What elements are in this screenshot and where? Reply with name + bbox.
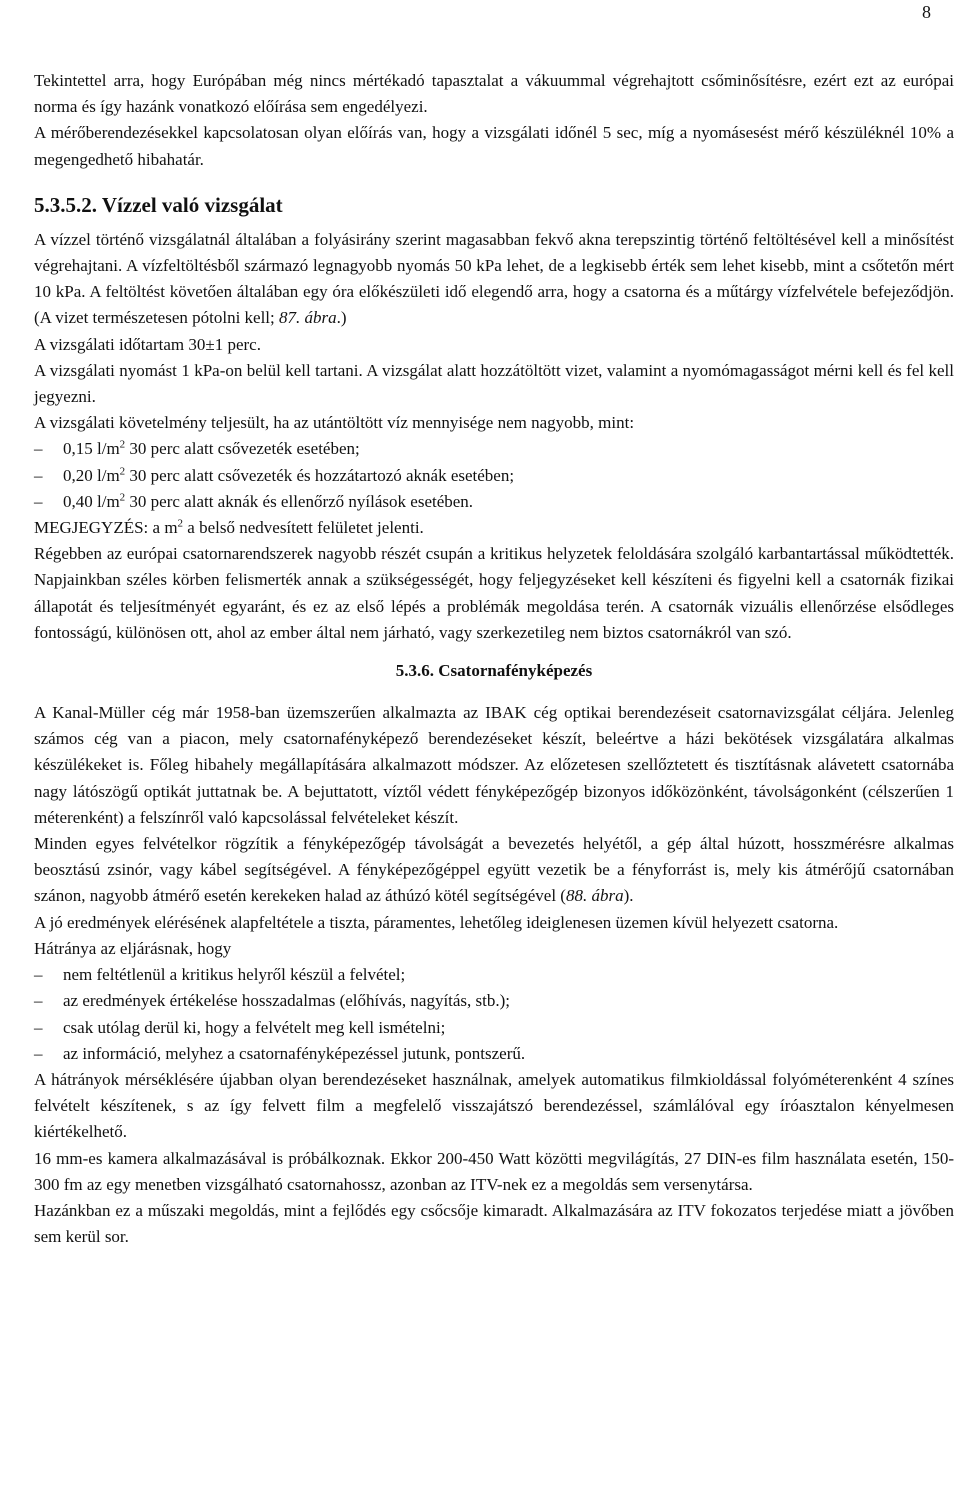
dash-bullet: – xyxy=(34,991,43,1011)
list-item xyxy=(34,1015,954,1041)
paragraph: Hazánkban ez a műszaki megoldás, mint a fejlődés egy csőcsője kimaradt. Alkalmazására az ITV fokozatos terjedése miatt a jövőben sem kerül sor. xyxy=(34,1200,954,1247)
paragraph: A vizsgálati követelmény teljesült, ha az utántöltött víz mennyisége nem nagyobb, mint: xyxy=(34,413,635,433)
paragraph: 16 mm-es kamera alkalmazásával is próbálkoznak. Ekkor 200-450 Watt közötti megvilágítás, 27 DIN-es film használata esetén, 150-300 fm az egy menetben vizsgálható csatornahossz, azonban az ITV-nek ez a megoldás sem versenytársa. xyxy=(34,1148,954,1194)
list-item-text: az információ, melyhez a csatornafényképezéssel jutunk, pontszerű. xyxy=(63,1043,526,1063)
paragraph: Régebben az európai csatornarendszerek nagyobb részét csupán a kritikus helyzetek feloldására szolgáló karbantartással működtették. Napjainkban széles körben felismerték annak a szükségességét, hogy feljegyzéseket kell készíteni és figyelni kell a csatornák fizikai állapotát és teljesítményét egyaránt, és ez az első lépés a problémák megoldása terén. A csatornák vizuális ellenőrzése elsődleges fontosságú, különösen ott, ahol az ember által nem járható, vagy szerkezetileg nem biztos csatornákról van szó. xyxy=(34,544,954,642)
dash-bullet: – xyxy=(34,965,43,985)
list-item xyxy=(34,436,954,462)
list-item xyxy=(34,962,954,988)
paragraph xyxy=(34,227,954,332)
paragraph: A jó eredmények elérésének alapfeltétele a tiszta, páramentes, lehetőleg ideiglenesen üzemen kívül helyezett csatorna. xyxy=(34,912,839,932)
page-content xyxy=(34,68,954,1250)
list-item-text: 0,40 l/m xyxy=(63,491,120,511)
paragraph-text: Minden egyes felvételkor rögzítik a fényképezőgép távolságát a bevezetés helyétől, a gép által húzott, hosszmérésre alkalmas beosztású zsinór, vagy kábel segítségével. A fényképezőgéppel együtt vezetik be a fényforrást is, mely kis átmérőjű csatornában szánon, nagyobb átmérő esetén kerekeken halad az áthúzó kötél segítségével ( xyxy=(34,834,954,906)
paragraph: A vizsgálati időtartam 30±1 perc. xyxy=(34,334,261,354)
superscript: 2 xyxy=(177,517,184,530)
list-item xyxy=(34,489,954,515)
figure-reference: 88. ábra xyxy=(565,886,624,906)
list-item-text: 0,15 l/m xyxy=(63,439,120,459)
note xyxy=(34,515,954,541)
list-item-text: 0,20 l/m xyxy=(63,465,120,485)
paragraph: A hátrányok mérséklésére újabban olyan berendezéseket használnak, amelyek automatikus filmkioldással folyóméterenként 4 színes felvételt készítenek, s az így felvett film a megfelelő visszajátszó berendezéssel, számlálóval egy íróasztalon kényelmesen kiértékelhető. xyxy=(34,1069,954,1142)
list-item xyxy=(34,988,954,1014)
dash-bullet: – xyxy=(34,491,43,511)
paragraph xyxy=(34,831,954,910)
paragraph-text: ). xyxy=(623,886,634,906)
list-item xyxy=(34,463,954,489)
paragraph: A mérőberendezésekkel kapcsolatosan olyan előírás van, hogy a vizsgálati időnél 5 sec, míg a nyomásesést mérő készüléknél 10% a megengedhető hibahatár. xyxy=(34,123,954,169)
note-text: a belső nedvesített felületet jelenti. xyxy=(183,518,424,538)
page-number: 8 xyxy=(922,2,931,22)
list-item-text: 30 perc alatt csővezeték esetében; xyxy=(125,439,360,459)
note-text: MEGJEGYZÉS: a m xyxy=(34,518,178,538)
section-heading: 5.3.6. Csatornafényképezés xyxy=(395,661,593,681)
paragraph-text: .) xyxy=(336,308,347,328)
list-item-text: 30 perc alatt aknák és ellenőrző nyílások esetében. xyxy=(125,491,474,511)
superscript: 2 xyxy=(119,491,126,504)
list-item-text: nem feltétlenül a kritikus helyről készül a felvétel; xyxy=(63,965,406,985)
section-heading: 5.3.5.2. Vízzel való vizsgálat xyxy=(34,192,283,217)
dash-bullet: – xyxy=(34,465,43,485)
paragraph: A Kanal-Müller cég már 1958-ban üzemszerűen alkalmazta az IBAK cég optikai berendezéseit csatornavizsgálat céljára. Jelenleg számos cég van a piacon, mely csatornafényképező berendezéseket készít, beleértve a házi bekötések vizsgálatára alkalmas készülékeket is. Főleg hibahely megállapítására alkalmazott módszer. Az előzetesen szellőztetett és tisztításnak alávetett csatornába nagy látószögű optikát juttatnak be. A bejuttatott, víztől védett fényképezőgép bizonyos időközönként, távolságonként (célszerűen 1 méterenként) a felszínről való kapcsolással felvételeket készít. xyxy=(34,703,954,827)
list-item xyxy=(34,1041,954,1067)
list-item-text: 30 perc alatt csővezeték és hozzátartozó aknák esetében; xyxy=(125,465,515,485)
figure-reference: 87. ábra xyxy=(279,308,337,328)
list-item-text: az eredmények értékelése hosszadalmas (előhívás, nagyítás, stb.); xyxy=(63,991,511,1011)
superscript: 2 xyxy=(119,464,126,477)
paragraph: Hátránya az eljárásnak, hogy xyxy=(34,938,232,958)
dash-bullet: – xyxy=(34,439,43,459)
paragraph-text: A vízzel történő vizsgálatnál általában a folyásirány szerint magasabban fekvő akna terepszintig történő feltöltésével kell a minősítést végrehajtani. A vízfeltöltésből származó legnagyobb nyomás 50 kPa lehet, de a legkisebb érték sem lehet kisebb, mint a csőtetőn mért 10 kPa. A feltöltést követően általában egy óra előkészületi idő elegendő arra, hogy a csatorna és a műtárgy vízfelvétele befejeződjön. (A vizet természetesen pótolni kell; xyxy=(34,229,954,328)
dash-bullet: – xyxy=(34,1017,43,1037)
list-item-text: csak utólag derül ki, hogy a felvételt meg kell ismételni; xyxy=(63,1017,446,1037)
disadvantages-list xyxy=(34,962,954,1067)
superscript: 2 xyxy=(119,438,126,451)
requirements-list xyxy=(34,436,954,515)
paragraph: A vizsgálati nyomást 1 kPa-on belül kell tartani. A vizsgálat alatt hozzátöltött vizet, valamint a nyomómagasságot mérni kell és fel kell jegyezni. xyxy=(34,360,954,407)
paragraph: Tekintettel arra, hogy Európában még nincs mértékadó tapasztalat a vákuummal végrehajtott csőminősítésre, ezért ezt az európai norma és így hazánk vonatkozó előírása sem engedélyezi. xyxy=(34,71,954,117)
dash-bullet: – xyxy=(34,1043,43,1063)
